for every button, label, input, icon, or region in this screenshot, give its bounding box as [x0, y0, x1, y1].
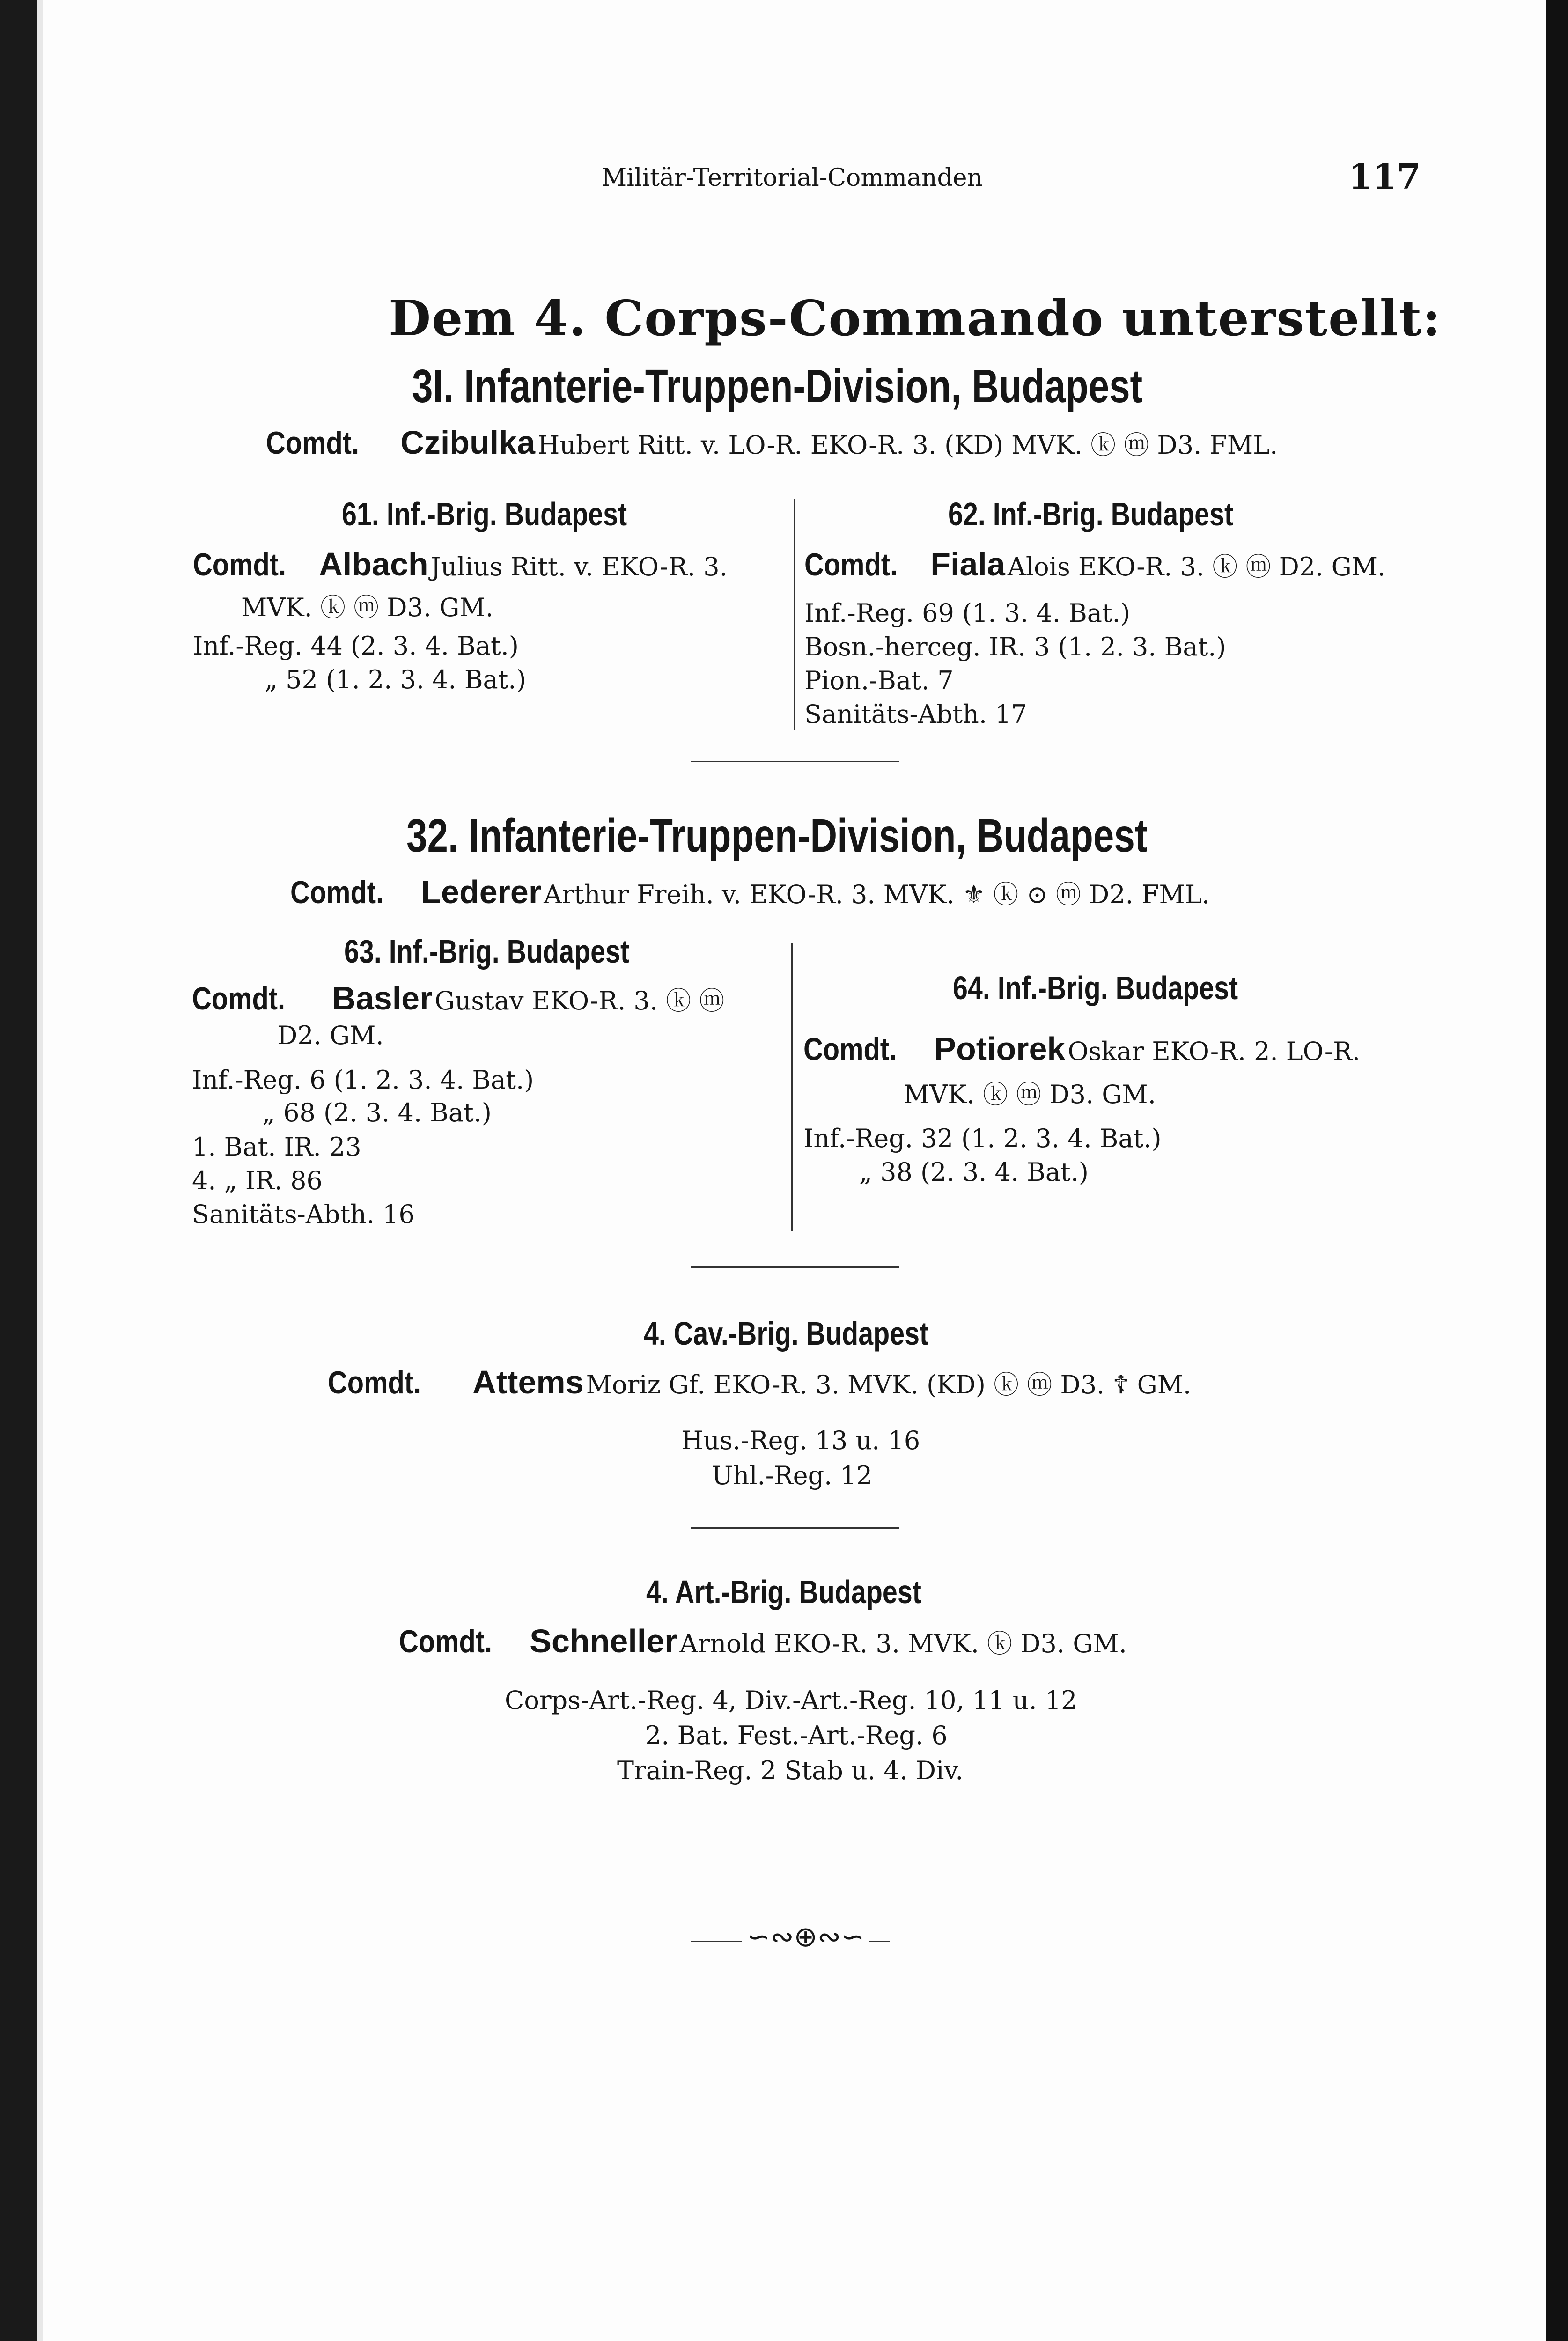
unit-line: Uhl.-Reg. 12	[712, 1461, 873, 1490]
comdt-label: Comdt.	[804, 547, 898, 582]
commander-details: Arthur Freih. v. EKO-R. 3. MVK. ⚜ ⓚ ⊙ ⓜ D2. FML.	[544, 880, 1210, 909]
brigade-63-heading: 63. Inf.-Brig. Budapest	[344, 933, 630, 970]
unit-line: Sanitäts-Abth. 17	[804, 699, 1027, 729]
commander-name: Schneller	[530, 1623, 677, 1659]
commander-name: Czibulka	[400, 424, 536, 461]
brigade-62-heading: 62. Inf.-Brig. Budapest	[948, 496, 1234, 532]
division-32-heading: 32. Infanterie-Truppen-Division, Budapest	[406, 810, 1148, 862]
section-divider	[691, 761, 899, 762]
commander-name: Lederer	[421, 874, 542, 910]
comdt-label: Comdt.	[290, 875, 384, 910]
unit-line: Inf.-Reg. 69 (1. 3. 4. Bat.)	[804, 598, 1130, 628]
unit-line: Corps-Art.-Reg. 4, Div.-Art.-Reg. 10, 11 u. 12	[505, 1686, 1077, 1715]
page-number: 117	[1348, 157, 1421, 197]
unit-line: Inf.-Reg. 6 (1. 2. 3. 4. Bat.)	[192, 1065, 534, 1095]
artillery-brigade-heading: 4. Art.-Brig. Budapest	[646, 1574, 921, 1610]
comdt-label: Comdt.	[399, 1624, 493, 1659]
commander-details: Moriz Gf. EKO-R. 3. MVK. (KD) ⓚ ⓜ D3. ☦ GM.	[586, 1370, 1192, 1399]
commander-name: Fiala	[930, 546, 1005, 582]
commander-name: Albach	[319, 546, 428, 582]
commander-details: Alois EKO-R. 3. ⓚ ⓜ D2. GM.	[1007, 552, 1386, 582]
unit-line: „ 38 (2. 3. 4. Bat.)	[859, 1157, 1089, 1187]
unit-line: Hus.-Reg. 13 u. 16	[681, 1426, 920, 1455]
commander-details: Gustav EKO-R. 3. ⓚ ⓜ	[434, 986, 725, 1016]
commander-name: Potiorek	[934, 1031, 1066, 1067]
brigade-61-commander	[193, 545, 728, 583]
running-head: Militär-Territorial-Commanden	[602, 164, 983, 192]
column-divider	[794, 499, 795, 730]
unit-line: Train-Reg. 2 Stab u. 4. Div.	[617, 1756, 964, 1785]
end-ornament: ∽∾⊕∾∽	[742, 1921, 869, 1953]
brigade-64-heading: 64. Inf.-Brig. Budapest	[953, 970, 1238, 1006]
unit-line: „ 52 (1. 2. 3. 4. Bat.)	[265, 665, 526, 694]
division-31-heading: 3I. Infanterie-Truppen-Division, Budapest	[412, 360, 1143, 412]
commander-details: Julius Ritt. v. EKO-R. 3.	[430, 552, 728, 582]
artillery-brigade-commander	[399, 1622, 1127, 1660]
brigade-64-commander	[803, 1030, 1360, 1067]
unit-line: Sanitäts-Abth. 16	[192, 1200, 415, 1229]
division-32-commander	[290, 873, 1210, 911]
section-divider	[691, 1527, 899, 1529]
commander-details: Oskar EKO-R. 2. LO-R.	[1067, 1037, 1360, 1066]
cavalry-brigade-commander	[328, 1363, 1191, 1401]
commander-name: Basler	[332, 980, 433, 1016]
comdt-label: Comdt.	[266, 425, 360, 461]
commander-name: Attems	[472, 1364, 584, 1400]
comdt-label: Comdt.	[193, 547, 287, 582]
book-binding-shadow	[0, 0, 37, 2341]
brigade-61-heading: 61. Inf.-Brig. Budapest	[342, 496, 627, 532]
unit-line: „ 68 (2. 3. 4. Bat.)	[262, 1098, 492, 1127]
unit-line: Bosn.-herceg. IR. 3 (1. 2. 3. Bat.)	[804, 632, 1226, 662]
comdt-label: Comdt.	[803, 1031, 897, 1067]
commander-details-continued: D2. GM.	[277, 1021, 384, 1050]
book-gutter	[37, 0, 43, 2341]
section-heading: Dem 4. Corps-Commando unterstellt:	[389, 289, 1442, 347]
unit-line: Pion.-Bat. 7	[804, 666, 954, 695]
unit-line: 1. Bat. IR. 23	[192, 1132, 361, 1162]
comdt-label: Comdt.	[192, 981, 286, 1016]
division-31-commander	[266, 424, 1278, 461]
commander-details: Arnold EKO-R. 3. MVK. ⓚ D3. GM.	[679, 1629, 1127, 1658]
page-edge-right	[1546, 0, 1568, 2341]
brigade-63-commander	[192, 979, 724, 1017]
commander-details: Hubert Ritt. v. LO-R. EKO-R. 3. (KD) MVK. ⓚ ⓜ D3. FML.	[537, 430, 1278, 460]
comdt-label: Comdt.	[328, 1365, 421, 1400]
section-divider	[691, 1266, 899, 1268]
commander-details-continued: MVK. ⓚ ⓜ D3. GM.	[904, 1080, 1156, 1109]
brigade-62-commander	[804, 545, 1385, 583]
unit-line: 4. „ IR. 86	[192, 1166, 323, 1195]
unit-line: Inf.-Reg. 32 (1. 2. 3. 4. Bat.)	[803, 1124, 1162, 1153]
column-divider	[791, 943, 793, 1231]
unit-line: Inf.-Reg. 44 (2. 3. 4. Bat.)	[193, 631, 519, 661]
cavalry-brigade-heading: 4. Cav.-Brig. Budapest	[644, 1315, 929, 1352]
commander-details-continued: MVK. ⓚ ⓜ D3. GM.	[241, 593, 493, 622]
unit-line: 2. Bat. Fest.-Art.-Reg. 6	[645, 1721, 948, 1750]
